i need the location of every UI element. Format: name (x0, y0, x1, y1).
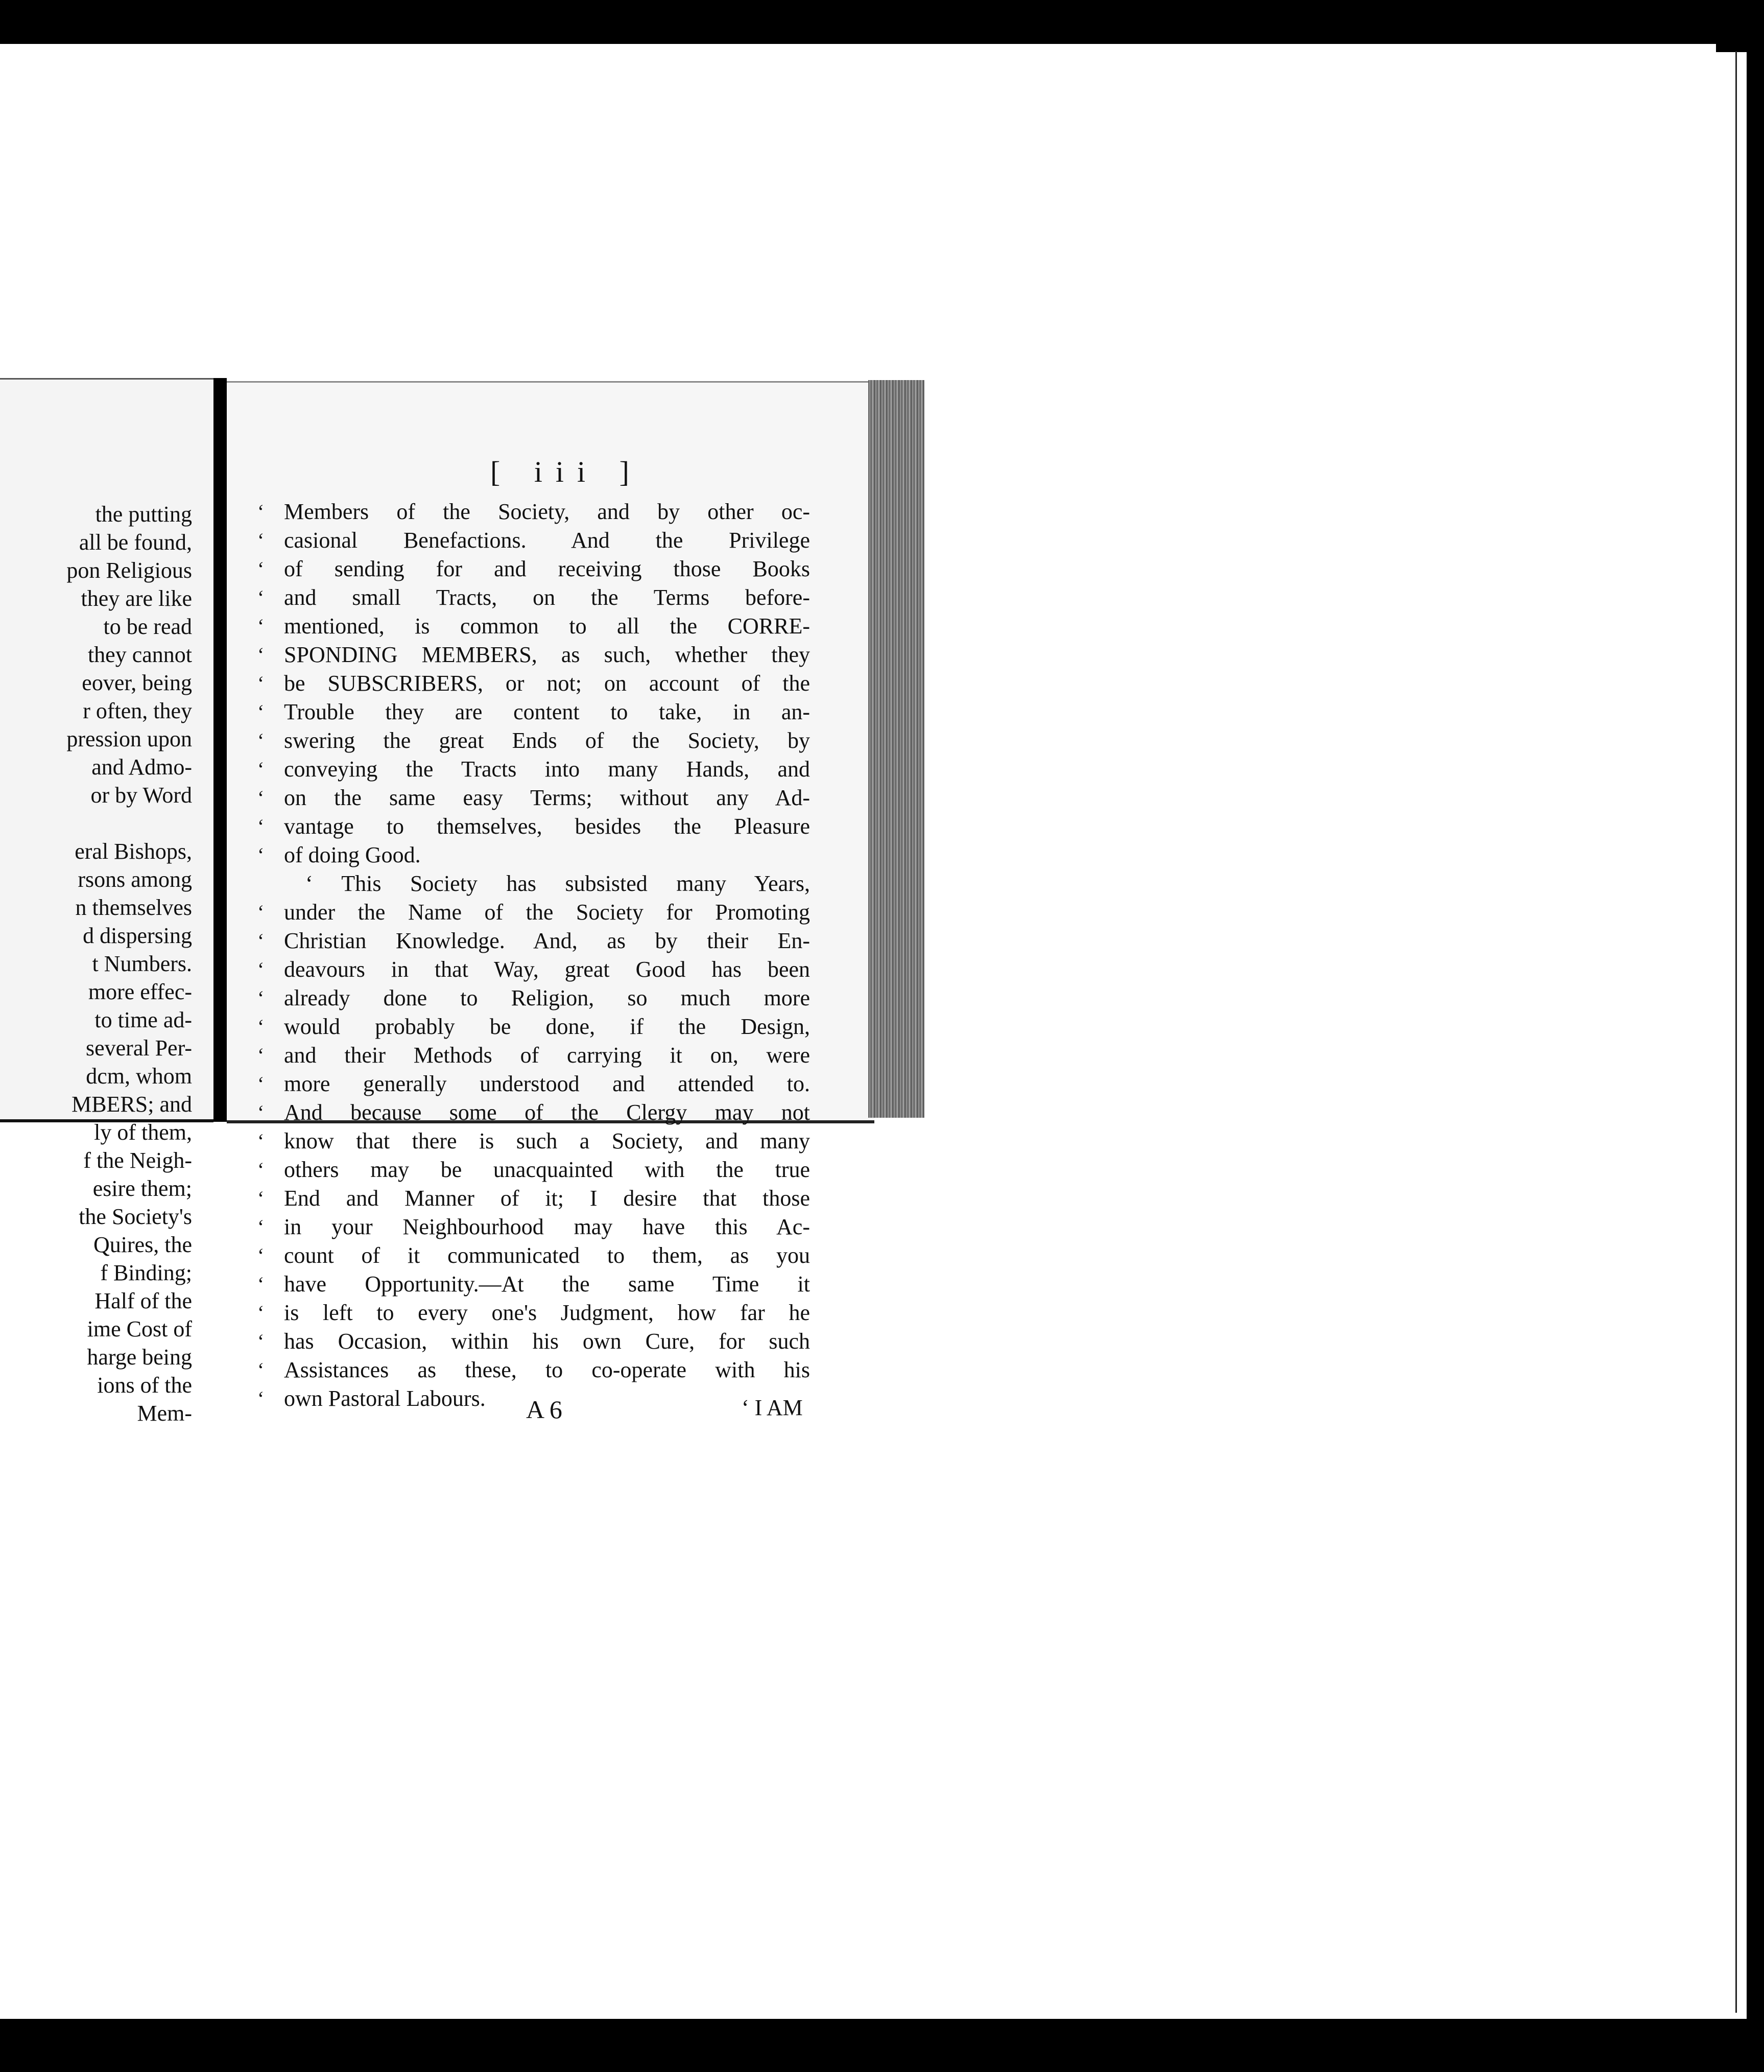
left-page-line (0, 809, 192, 837)
left-page-line: t Numbers. (92, 951, 192, 976)
line-text: Assistances as these, to co-operate with his (284, 1357, 810, 1382)
quote-mark: ‘ (257, 500, 265, 523)
text-line (257, 1327, 810, 1356)
left-page-line: n themselves (75, 895, 192, 920)
text-line (257, 755, 810, 784)
left-page-line: Half of the (94, 1288, 192, 1313)
left-page-line: and Admo- (91, 755, 192, 780)
left-page-line: f the Neigh- (83, 1148, 192, 1173)
text-line (257, 784, 810, 812)
left-page-line: eover, being (82, 670, 192, 695)
text-line (257, 526, 810, 555)
line-text: already done to Religion, so much more (284, 985, 810, 1010)
left-page-line: eral Bishops, (75, 839, 192, 864)
quote-mark: ‘ (257, 1273, 265, 1296)
line-text: And because some of the Clergy may not (284, 1100, 810, 1125)
left-page-line: to time ad- (94, 1007, 192, 1032)
quote-mark: ‘ (257, 1015, 265, 1038)
left-page-line: rsons among (78, 867, 192, 892)
signature-mark: A 6 (526, 1395, 562, 1424)
scanner-frame-notch (1716, 44, 1747, 52)
left-page (0, 378, 213, 1426)
page-edge (868, 380, 924, 1118)
page-number: [ iii ] (490, 455, 642, 488)
left-page-line: Quires, the (93, 1232, 192, 1257)
quote-mark: ‘ (257, 1044, 265, 1067)
text-line (257, 641, 810, 669)
line-text: casional Benefactions. And the Privilege (284, 528, 810, 553)
line-text: conveying the Tracts into many Hands, and (284, 757, 810, 782)
left-page-line: they cannot (87, 642, 192, 667)
line-text: others may be unacquainted with the true (284, 1157, 810, 1182)
text-line (284, 869, 810, 898)
quote-mark: ‘ (257, 1129, 265, 1152)
line-text: in your Neighbourhood may have this Ac- (284, 1214, 810, 1239)
text-line (257, 841, 810, 869)
line-text: more generally understood and attended to. (284, 1071, 810, 1096)
text-line (257, 1041, 810, 1070)
quote-mark: ‘ (257, 815, 265, 838)
quote-mark: ‘ (257, 1330, 265, 1353)
left-page-line: pon Religious (66, 558, 192, 583)
line-text: deavours in that Way, great Good has been (284, 957, 810, 982)
quote-mark: ‘ (257, 986, 265, 1009)
line-text: know that there is such a Society, and many (284, 1128, 810, 1153)
quote-mark: ‘ (257, 586, 265, 609)
quote-mark: ‘ (257, 729, 265, 752)
quote-mark: ‘ (257, 529, 265, 552)
quote-mark: ‘ (257, 1358, 265, 1381)
text-line (257, 1270, 810, 1299)
line-text: Trouble they are content to take, in an- (284, 699, 810, 724)
text-line (257, 1013, 810, 1041)
text-line (257, 1098, 810, 1127)
quote-mark: ‘ (257, 1387, 265, 1410)
line-text: under the Name of the Society for Promoting (284, 900, 810, 925)
left-page-line: all be found, (79, 530, 192, 555)
text-line (257, 698, 810, 726)
quote-mark: ‘ (257, 700, 265, 723)
quote-mark: ‘ (257, 929, 265, 952)
left-page-line: several Per- (85, 1035, 192, 1061)
left-page-line: to be read (103, 614, 192, 639)
quote-mark: ‘ (257, 758, 265, 781)
left-page-line: d dispersing (83, 923, 192, 948)
line-text: own Pastoral Labours. (284, 1386, 486, 1411)
left-page-line: the Society's (79, 1204, 192, 1229)
left-page-line: they are like (81, 586, 192, 611)
quote-mark: ‘ (257, 1301, 265, 1324)
text-line (257, 927, 810, 955)
quote-mark: ‘ (257, 1187, 265, 1210)
text-line (257, 555, 810, 583)
quote-mark: ‘ (257, 1158, 265, 1181)
left-page-line: or by Word (90, 783, 192, 808)
quote-mark: ‘ (257, 958, 265, 981)
text-line (257, 1070, 810, 1098)
left-page-line: dcm, whom (86, 1064, 192, 1089)
right-page-text (257, 498, 810, 1413)
line-text: on the same easy Terms; without any Ad- (284, 785, 810, 810)
catchword: ‘ I AM (742, 1395, 803, 1420)
text-line (257, 726, 810, 755)
quote-mark: ‘ (257, 1072, 265, 1095)
text-line (257, 1356, 810, 1384)
line-text: is left to every one's Judgment, how far he (284, 1300, 810, 1325)
line-text: of sending for and receiving those Books (284, 556, 810, 581)
scanner-frame-top (0, 0, 1764, 44)
text-line (257, 583, 810, 612)
left-page-line: ime Cost of (87, 1316, 192, 1341)
book-gutter (213, 378, 227, 1122)
text-line (257, 1127, 810, 1156)
left-page-line: ly of them, (94, 1120, 192, 1145)
line-text: SPONDING MEMBERS, as such, whether they (284, 642, 810, 667)
text-line (257, 1299, 810, 1327)
text-line (257, 498, 810, 526)
text-line (257, 612, 810, 641)
left-page-line: the putting (95, 502, 192, 527)
quote-mark: ‘ (257, 901, 265, 924)
left-page-line: more effec- (88, 979, 192, 1004)
quote-mark: ‘ (257, 672, 265, 695)
scanner-frame-inner-line (1735, 51, 1737, 2013)
text-line (257, 1156, 810, 1184)
left-page-line: harge being (87, 1345, 192, 1370)
text-line (257, 669, 810, 698)
line-text: vantage to themselves, besides the Pleasure (284, 814, 810, 839)
line-text: of doing Good. (284, 842, 421, 867)
quote-mark: ‘ (257, 615, 265, 638)
left-page-text (0, 500, 192, 1427)
text-line (257, 955, 810, 984)
line-text: End and Manner of it; I desire that those (284, 1186, 810, 1211)
line-text: Members of the Society, and by other oc- (284, 499, 810, 524)
text-line (257, 1213, 810, 1241)
quote-mark: ‘ (257, 643, 265, 666)
line-text: Christian Knowledge. And, as by their En- (284, 928, 810, 953)
line-text: and their Methods of carrying it on, were (284, 1043, 810, 1068)
text-line (257, 984, 810, 1013)
left-page-line: ions of the (97, 1373, 192, 1398)
line-text: have Opportunity.—At the same Time it (284, 1272, 810, 1297)
line-text: would probably be done, if the Design, (284, 1014, 810, 1039)
text-line (257, 898, 810, 927)
left-page-line: pression upon (66, 726, 192, 751)
left-page-line: MBERS; and (71, 1092, 192, 1117)
left-page-line: f Binding; (100, 1260, 192, 1285)
line-text: swering the great Ends of the Society, by (284, 728, 810, 753)
text-line (257, 1241, 810, 1270)
text-line (257, 1184, 810, 1213)
line-text: has Occasion, within his own Cure, for such (284, 1329, 810, 1354)
line-text: be SUBSCRIBERS, or not; on account of the (284, 671, 810, 696)
left-page-line: r often, they (83, 698, 192, 723)
line-text: ‘ This Society has subsisted many Years, (305, 871, 810, 896)
line-text: and small Tracts, on the Terms before- (284, 585, 810, 610)
quote-mark: ‘ (257, 1215, 265, 1238)
quote-mark: ‘ (257, 1244, 265, 1267)
quote-mark: ‘ (257, 557, 265, 580)
line-text: mentioned, is common to all the CORRE- (284, 614, 810, 639)
text-line (257, 812, 810, 841)
line-text: count of it communicated to them, as you (284, 1243, 810, 1268)
quote-mark: ‘ (257, 1101, 265, 1124)
quote-mark: ‘ (257, 786, 265, 809)
left-page-line: Mem- (137, 1401, 192, 1426)
scanner-frame-right (1747, 0, 1764, 2072)
left-page-line: esire them; (92, 1176, 192, 1201)
scanner-frame-bottom (0, 2019, 1764, 2072)
quote-mark: ‘ (257, 843, 265, 866)
